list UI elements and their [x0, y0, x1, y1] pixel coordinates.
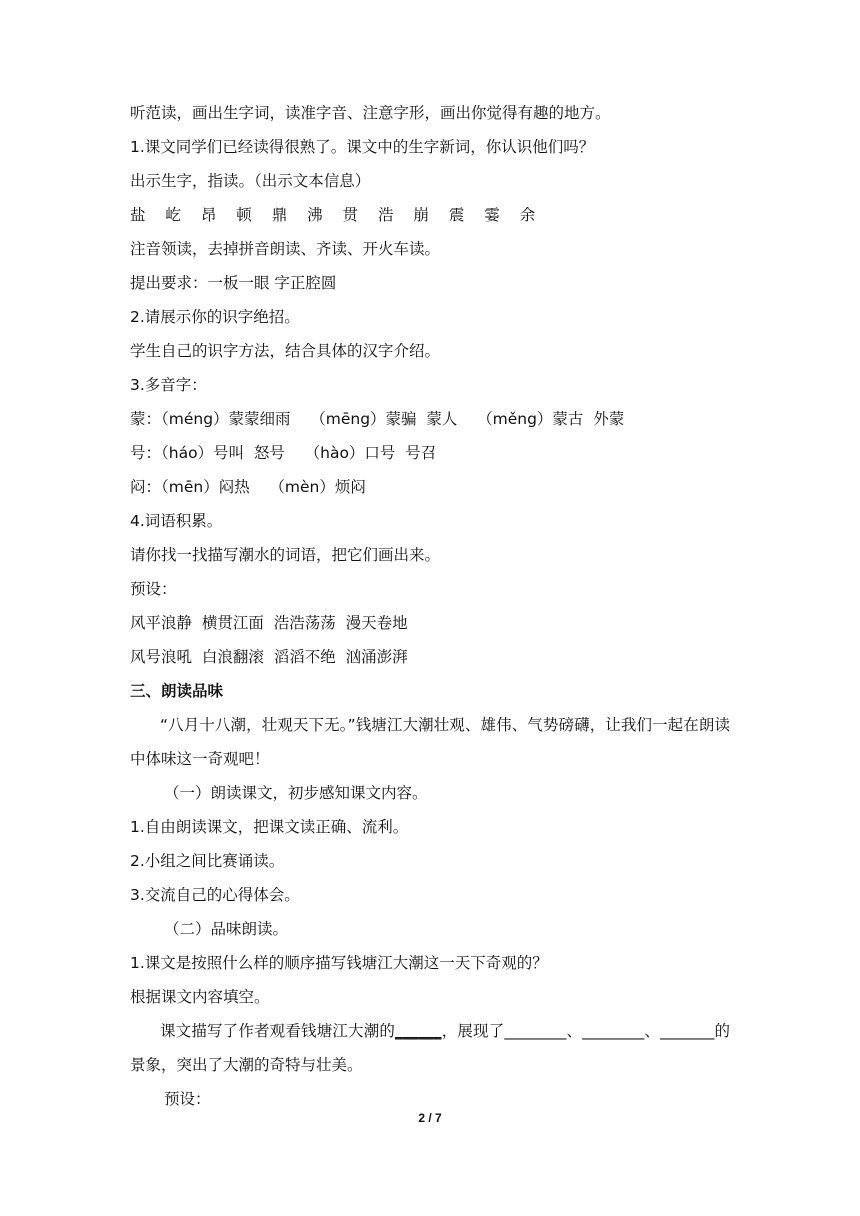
intro-paragraph: “八月十八潮，壮观天下无。”钱塘江大潮壮观、雄伟、气势磅礴，让我们一起在朗读中体味这一奇观吧！	[130, 716, 730, 768]
subsection-heading: （一）朗读课文，初步感知课文内容。	[164, 784, 428, 802]
subsection-heading: （二）品味朗读。	[164, 920, 289, 938]
document-body	[130, 96, 730, 1116]
paragraph: 学生自己的识字方法，结合具体的汉字介绍。	[130, 342, 441, 360]
paragraph: 1.课文同学们已经读得很熟了。课文中的生字新词，你认识他们吗？	[130, 138, 595, 156]
word-list-2: 风号浪吼 白浪翻滚 滔滔不绝 汹涌澎湃	[130, 648, 408, 666]
paragraph: 请你找一找描写潮水的词语，把它们画出来。	[130, 546, 441, 564]
paragraph: 听范读，画出生字词，读准字音、注意字形，画出你觉得有趣的地方。	[130, 104, 611, 122]
fill-blank: ______	[395, 1022, 442, 1040]
paragraph: 1.自由朗读课文，把课文读正确、流利。	[130, 818, 409, 836]
paragraph: 1.课文是按照什么样的顺序描写钱塘江大潮这一天下奇观的？	[130, 954, 548, 972]
paragraph: 3.多音字：	[130, 376, 207, 394]
word-list-1: 风平浪静 横贯江面 浩浩荡荡 漫天卷地	[130, 614, 408, 632]
paragraph: 2.请展示你的识字绝招。	[130, 308, 300, 326]
paragraph: 注音领读，去掉拼音朗读、齐读、开火车读。	[130, 240, 441, 258]
paragraph: 4.词语积累。	[130, 512, 223, 530]
paragraph: 提出要求：一板一眼 字正腔圆	[130, 274, 337, 292]
fill-text: ，展现了________、________、_______的景象，突出了大潮的奇特与壮美。	[130, 1022, 730, 1074]
paragraph: 出示生字，指读。（出示文本信息）	[130, 172, 371, 190]
polyphone-hao: 号：（háo）号叫 怒号 （hào）口号 号召	[130, 444, 437, 462]
section-heading: 三、朗读品味	[130, 682, 224, 700]
page-number: 2 / 7	[418, 1111, 442, 1125]
paragraph: 根据课文内容填空。	[130, 988, 270, 1006]
fill-in-blank-paragraph	[130, 1014, 730, 1082]
new-characters-list: 盐 屹 昂 顿 鼎 沸 贯 浩 崩 震 霎 余	[130, 206, 536, 224]
fill-text: 课文描写了作者观看钱塘江大潮的	[160, 1022, 396, 1040]
paragraph: 预设：	[130, 580, 177, 598]
paragraph: 2.小组之间比赛诵读。	[130, 852, 285, 870]
polyphone-meng: 蒙：（méng）蒙蒙细雨 （mēng）蒙骗 蒙人 （měng）蒙古 外蒙	[130, 410, 625, 428]
polyphone-men: 闷：（mēn）闷热 （mèn）烦闷	[130, 478, 366, 496]
paragraph: 预设：	[164, 1090, 211, 1108]
paragraph: 3.交流自己的心得体会。	[130, 886, 300, 904]
